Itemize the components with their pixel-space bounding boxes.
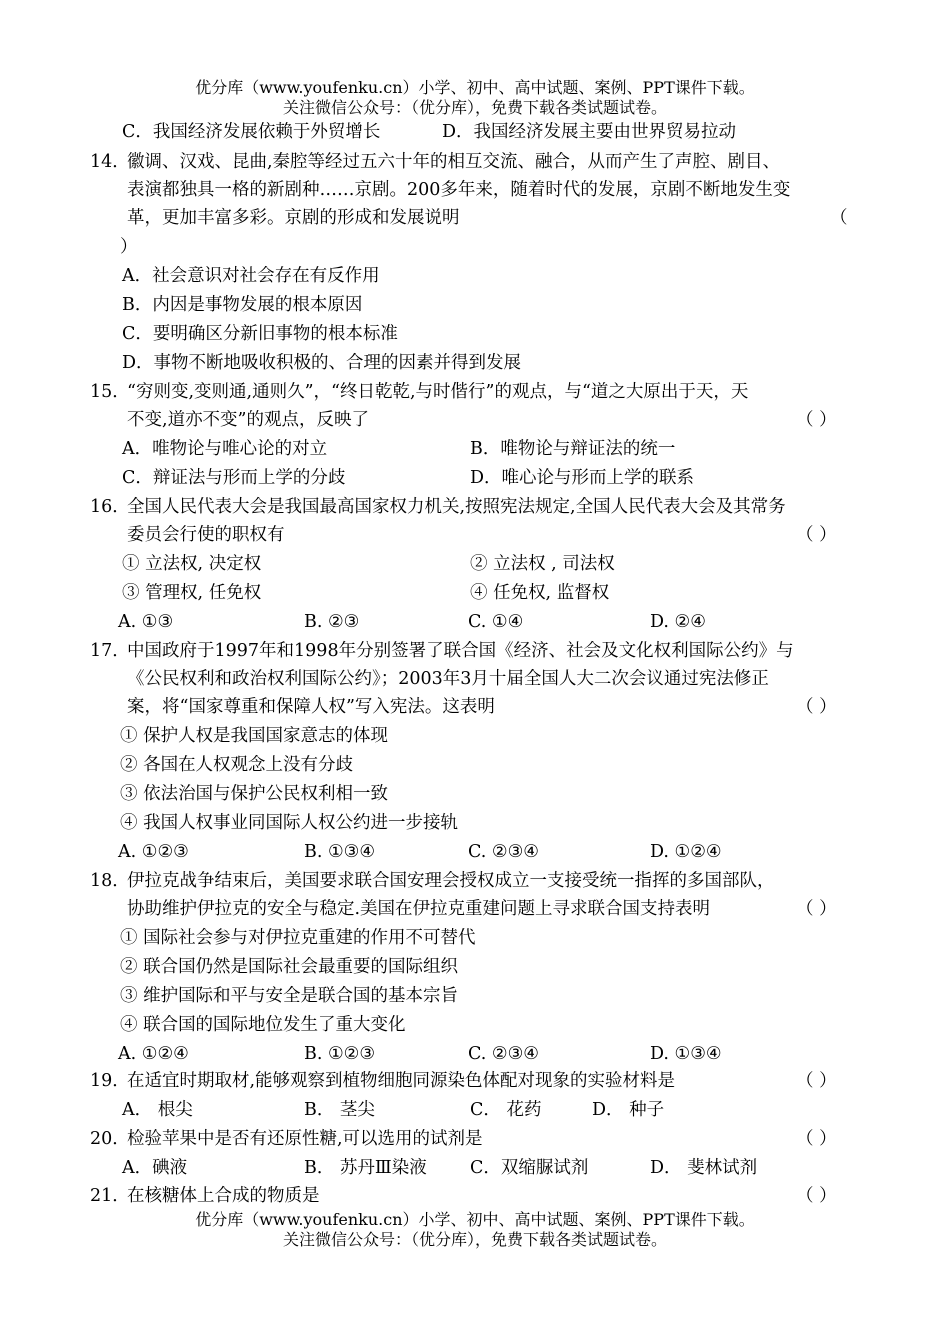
q16-item-4: ④ 任免权, 监督权 xyxy=(470,583,610,603)
q19-answer-paren: （ ） xyxy=(796,1071,837,1091)
q20-answer-paren: （ ） xyxy=(796,1129,837,1149)
q14-option-b: B．内因是事物发展的根本原因 xyxy=(122,295,363,315)
q16-number: 16． xyxy=(90,497,130,517)
q17-option-c: C. ②③④ xyxy=(468,842,539,862)
footer-line-2: 关注微信公众号：（优分库），免费下载各类试题试卷。 xyxy=(282,1230,667,1249)
header-line-2: 关注微信公众号：（优分库），免费下载各类试题试卷。 xyxy=(282,98,667,117)
q17-option-d: D. ①②④ xyxy=(650,842,722,862)
q15-option-a: A．唯物论与唯心论的对立 xyxy=(122,439,328,459)
q17-item-4: ④ 我国人权事业同国际人权公约进一步接轨 xyxy=(120,813,459,833)
q16-stem-line-1: 全国人民代表大会是我国最高国家权力机关,按照宪法规定,全国人民代表大会及其常务 xyxy=(127,497,786,517)
q14-number: 14． xyxy=(90,152,130,172)
q14-option-d: D．事物不断地吸收积极的、合理的因素并得到发展 xyxy=(122,353,522,373)
q20-stem: 检验苹果中是否有还原性糖,可以选用的试剂是 xyxy=(127,1129,483,1149)
q16-stem-line-2: 委员会行使的职权有 xyxy=(127,525,285,545)
q15-option-b: B．唯物论与辩证法的统一 xyxy=(470,439,676,459)
q18-stem-line-2: 协助维护伊拉克的安全与稳定.美国在伊拉克重建问题上寻求联合国支持表明 xyxy=(127,899,711,919)
q19-stem: 在适宜时期取材,能够观察到植物细胞同源染色体配对现象的实验材料是 xyxy=(127,1071,676,1091)
q21-number: 21． xyxy=(90,1186,130,1206)
q20-option-a: A．碘液 xyxy=(122,1158,188,1178)
q18-option-c: C. ②③④ xyxy=(468,1044,539,1064)
q20-option-b: B． 苏丹Ⅲ染液 xyxy=(304,1158,427,1178)
q18-item-4: ④ 联合国的国际地位发生了重大变化 xyxy=(120,1015,406,1035)
q14-stem-line-2: 表演都独具一格的新剧种……京剧。200多年来，随着时代的发展，京剧不断地发生变 xyxy=(127,180,791,200)
q18-option-a: A. ①②④ xyxy=(118,1044,189,1064)
q18-number: 18． xyxy=(90,871,130,891)
q19-option-c: C． 花药 xyxy=(470,1100,542,1120)
q17-item-2: ② 各国在人权观念上没有分歧 xyxy=(120,755,354,775)
q16-item-1: ① 立法权, 决定权 xyxy=(122,554,262,574)
q19-option-a: A． 根尖 xyxy=(122,1100,193,1120)
q17-item-3: ③ 依法治国与保护公民权利相一致 xyxy=(120,784,389,804)
q17-stem-line-3: 案，将“国家尊重和保障人权”写入宪法。这表明 xyxy=(127,697,495,717)
q18-item-3: ③ 维护国际和平与安全是联合国的基本宗旨 xyxy=(120,986,459,1006)
q13-option-c: C．我国经济发展依赖于外贸增长 xyxy=(122,122,381,142)
q14-option-c: C．要明确区分新旧事物的根本标准 xyxy=(122,324,398,344)
q15-stem-line-1: “穷则变,变则通,通则久”，“终日乾乾,与时偕行”的观点，与“道之大原出于天，天 xyxy=(127,382,749,402)
q20-option-d: D． 斐林试剂 xyxy=(650,1158,758,1178)
q18-stem-line-1: 伊拉克战争结束后，美国要求联合国安理会授权成立一支接受统一指挥的多国部队， xyxy=(127,871,775,891)
q13-option-d: D．我国经济发展主要由世界贸易拉动 xyxy=(442,122,737,142)
q21-stem: 在核糖体上合成的物质是 xyxy=(127,1186,320,1206)
q18-option-b: B. ①②③ xyxy=(304,1044,376,1064)
q15-number: 15． xyxy=(90,382,130,402)
q18-item-2: ② 联合国仍然是国际社会最重要的国际组织 xyxy=(120,957,459,977)
q17-item-1: ① 保护人权是我国国家意志的体现 xyxy=(120,726,389,746)
q17-answer-paren: （ ） xyxy=(796,697,837,717)
q20-option-c: C．双缩脲试剂 xyxy=(470,1158,589,1178)
q14-stem-line-3: 革，更加丰富多彩。京剧的形成和发展说明 xyxy=(127,208,460,228)
q16-item-2: ② 立法权 , 司法权 xyxy=(470,554,615,574)
q15-option-d: D．唯心论与形而上学的联系 xyxy=(470,468,695,488)
q14-answer-paren-open: （ xyxy=(830,208,848,228)
q17-number: 17． xyxy=(90,641,130,661)
q15-answer-paren: （ ） xyxy=(796,410,837,430)
q16-item-3: ③ 管理权, 任免权 xyxy=(122,583,262,603)
q14-option-a: A．社会意识对社会存在有反作用 xyxy=(122,266,380,286)
q20-number: 20． xyxy=(90,1129,130,1149)
q19-number: 19． xyxy=(90,1071,130,1091)
header-line-1: 优分库（www.youfenku.cn）小学、初中、高中试题、案例、PPT课件下载。 xyxy=(195,78,755,97)
q16-option-b: B. ②③ xyxy=(304,612,360,632)
q18-item-1: ① 国际社会参与对伊拉克重建的作用不可替代 xyxy=(120,928,476,948)
q21-answer-paren: （ ） xyxy=(796,1186,837,1206)
q19-option-d: D． 种子 xyxy=(592,1100,665,1120)
q17-stem-line-1: 中国政府于1997年和1998年分别签署了联合国《经济、社会及文化权利国际公约》与 xyxy=(127,641,794,661)
q17-stem-line-2: 《公民权利和政治权利国际公约》；2003年3月十届全国人大二次会议通过宪法修正 xyxy=(127,669,769,689)
q16-option-d: D. ②④ xyxy=(650,612,706,632)
q19-option-b: B． 茎尖 xyxy=(304,1100,375,1120)
q16-option-c: C. ①④ xyxy=(468,612,524,632)
q14-stem-line-1: 徽调、汉戏、昆曲,秦腔等经过五六十年的相互交流、融合，从而产生了声腔、剧目、 xyxy=(127,152,781,172)
footer-line-1: 优分库（www.youfenku.cn）小学、初中、高中试题、案例、PPT课件下载。 xyxy=(195,1210,755,1229)
q18-option-d: D. ①③④ xyxy=(650,1044,722,1064)
q16-option-a: A. ①③ xyxy=(118,612,174,632)
q15-option-c: C．辩证法与形而上学的分歧 xyxy=(122,468,346,488)
q17-option-a: A. ①②③ xyxy=(118,842,189,862)
q17-option-b: B. ①③④ xyxy=(304,842,376,862)
q18-answer-paren: （ ） xyxy=(796,899,837,919)
q14-answer-paren-close: ） xyxy=(120,237,138,257)
q16-answer-paren: （ ） xyxy=(796,525,837,545)
q15-stem-line-2: 不变,道亦不变”的观点，反映了 xyxy=(127,410,370,430)
